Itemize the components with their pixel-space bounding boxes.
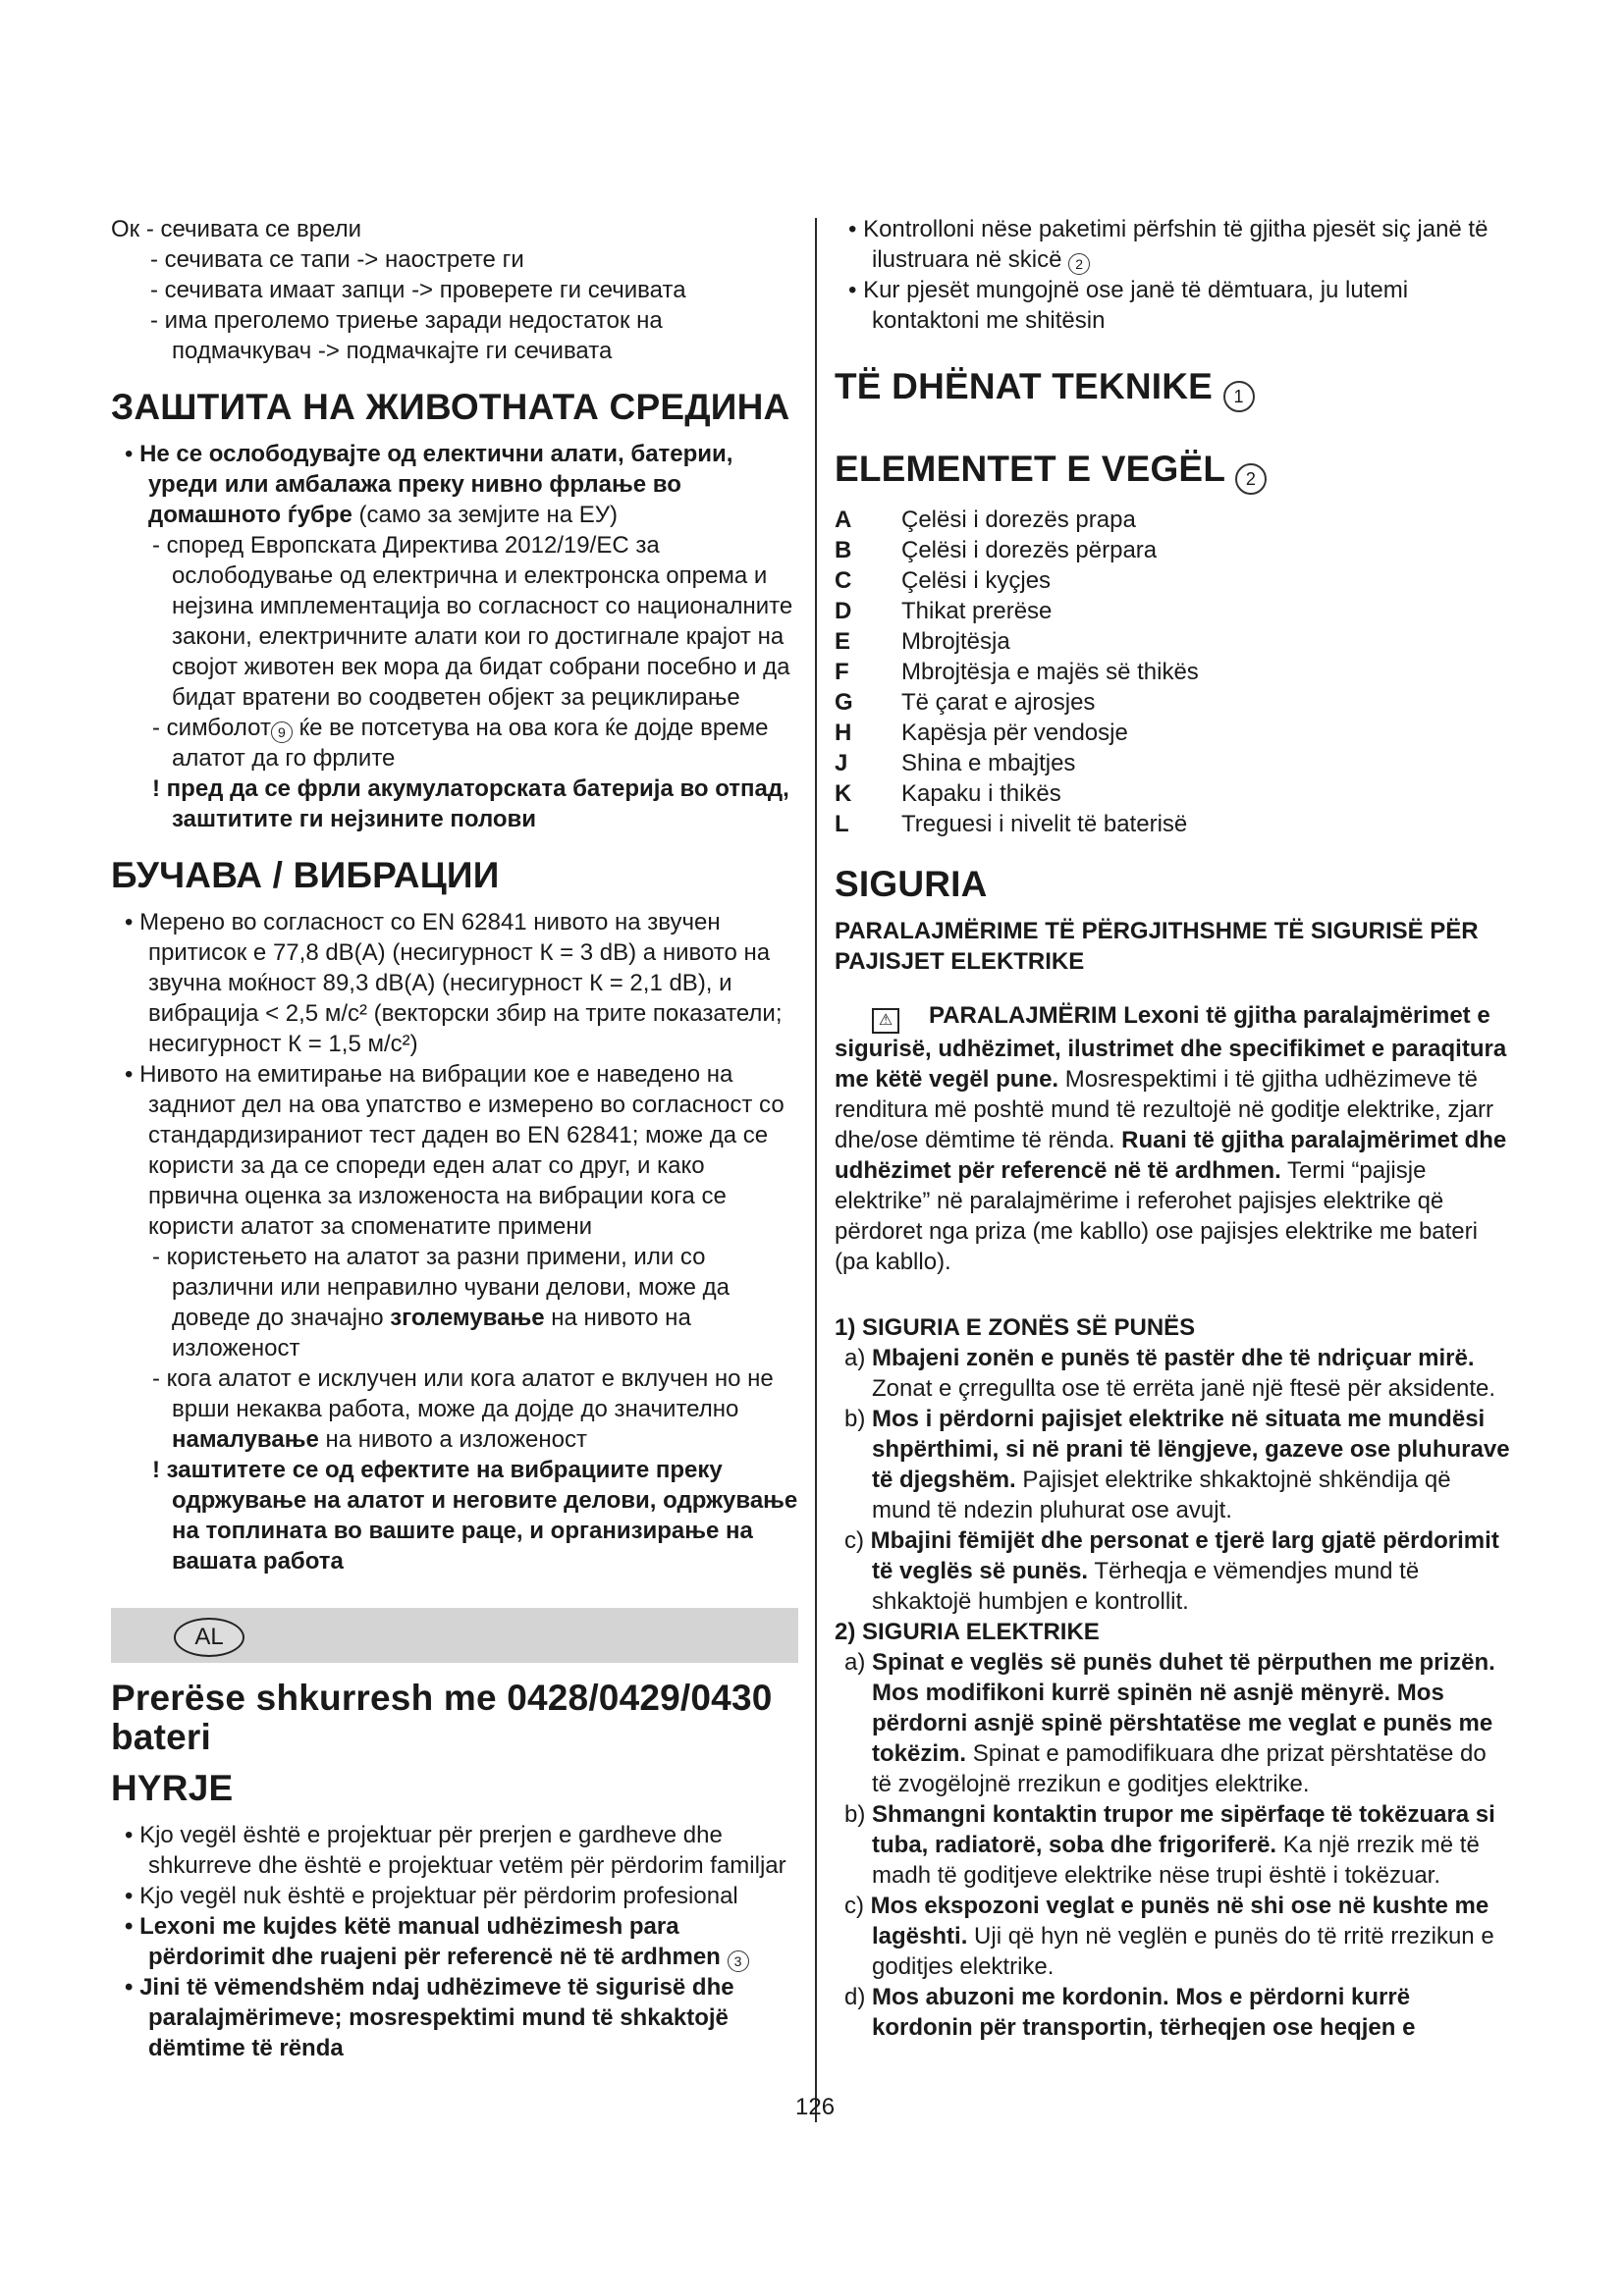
element-key: F [835,659,849,685]
elements-list [835,505,1512,839]
element-label: Shina e mbajtjes [901,750,1076,776]
env-bullet: • Не се ослободувајте од електични алати, батерии, уреди или амбалажа преку нивно фрлање во домашното ѓубре (само за земјите на ЕУ) [125,441,733,528]
env-warning: ! пред да се фрли акумулаторската батерија во отпад, заштитите ги нејзините полови [152,775,789,832]
intro-bullet: • Lexoni me kujdes këtë manual udhëzimesh para përdorimit dhe ruajeni për referencë në të ardhmen 3 [111,1911,798,1972]
figure-ref-icon: 2 [1068,253,1090,275]
product-title: Prerëse shkurresh me 0428/0429/0430 bateri [111,1678,773,1757]
top-line: - има преголемо триење заради недостаток на подмачкувач -> подмачкајте ги сечивата [150,307,663,364]
noise-bullet: • Мерено во согласност со EN 62841 нивото на звучен притисок е 77,8 dB(A) (несигурност К = 3 dB) а нивото на звучна моќност 89,3 dB(A) (несигурност К = 2,1 dB), и вибрација < 2,5 м/с² (векторски збир на трите показатели; несигурност К = 1,5 м/с²) [125,909,783,1057]
noise-heading: БУЧАВА / ВИБРАЦИИ [111,855,500,895]
element-label: Çelësi i kyçjes [901,567,1052,594]
noise-sub1: - користењето на алатот за разни примени, или со различни или неправилно чувани делови, може да доведе до значајно зголемување на нивото на изложеност [152,1244,730,1362]
noise-sub2: - кога алатот е исклучен или кога алатот е вклучен но не врши некаква работа, може да дојде до значително намалување на нивото а изложеност [152,1365,774,1453]
intro-bullet: • Kjo vegël nuk është e projektuar për përdorim profesional [125,1883,738,1909]
package-bullet: • Kur pjesët mungojnë ose janë të dëmtuara, ju lutemi kontaktoni me shitësin [848,277,1409,334]
warning-triangle-icon: ⚠ [872,1008,899,1034]
element-label: Të çarat e ajrosjes [901,689,1096,716]
rule-item: c) Mbajini fëmijët dhe personat e tjerë larg gjatë përdorimit të veglës së punës. Tërheqja e vëmendjes mund të shkaktojë humbjen e kontrollit. [844,1527,1499,1615]
element-key: A [835,507,852,533]
element-label: Çelësi i dorezës prapa [901,507,1136,533]
intro-bullet: • Jini të vëmendshëm ndaj udhëzimeve të sigurisë dhe paralajmërimeve; mosrespektimi mund të shkaktojë dëmtime të rënda [125,1974,734,2061]
rule-item: d) Mos abuzoni me kordonin. Mos e përdorni kurrë kordonin për transportin, tërheqjen ose heqjen e [844,1984,1416,2041]
page-number: 126 [795,2094,836,2120]
section-electrical-heading: 2) SIGURIA ELEKTRIKE [835,1619,1100,1645]
element-label: Mbrojtësja e majës së thikës [901,659,1199,685]
rule-item: b) Mos i përdorni pajisjet elektrike në situata me mundësi shpërthimi, si në prani të lëngjeve, gazeve ose pluhurave të djegshëm. Pajisjet elektrike shkaktojnë shkëndija që mund të ndezin pluhurat ose avujt. [844,1406,1510,1523]
env-heading: ЗАШТИТА НА ЖИВОТНАТА СРЕДИНА [111,387,790,427]
element-key: L [835,811,849,837]
elements-heading: ELEMENTET E VEGËL 2 [835,448,1512,495]
language-band [111,1608,798,1663]
element-key: K [835,780,852,807]
top-line: - сечивата се тапи -> наострете ги [150,246,524,273]
figure-ref-icon: 2 [1235,463,1267,495]
element-label: Thikat prerëse [901,598,1053,624]
rule-item: a) Mbajeni zonën e punës të pastër dhe të ndriçuar mirë. Zonat e çrregullta ose të errëta janë një ftesë për aksidente. [844,1345,1496,1402]
element-label: Mbrojtësja [901,628,1010,655]
element-label: Kapësja për vendosje [901,720,1128,746]
element-label: Çelësi i dorezës përpara [901,537,1158,563]
figure-ref-icon: 3 [728,1950,749,1972]
rule-item: b) Shmangni kontaktin trupor me sipërfaqe të tokëzuara si tuba, radiatorë, soba dhe frigoriferë. Ka një rrezik më të madh të goditjeve elektrike nëse trupi është i tokëzuar. [844,1801,1495,1889]
noise-bullet: • Нивото на емитирање на вибрации кое е наведено на задниот дел на ова упатство е измерено во согласност со стандардизираниот тест даден во EN 62841; може да се користи за да се спореди еден алат со друг, и како првична оценка за изложеноста на вибрации кога се користи алатот за споменатите примени [125,1061,785,1240]
element-label: Kapaku i thikës [901,780,1061,807]
top-line: - сечивата имаат запци -> проверете ги сечивата [150,277,686,303]
right-column [835,214,1512,2043]
tech-heading: TË DHËNAT TEKNIKE 1 [835,365,1512,412]
noise-warning: ! заштитете се од ефектите на вибрациите преку одржување на алатот и неговите делови, одржување на топлината во вашите раце, и организирање на вашата работа [152,1457,798,1575]
safety-subheading: PARALAJMËRIME TË PËRGJITHSHME TË SIGURISË PËR PAJISJET ELEKTRIKE [835,918,1479,975]
element-key: D [835,598,852,624]
language-badge: AL [174,1618,244,1657]
element-key: G [835,689,853,716]
element-label: Treguesi i nivelit të baterisë [901,811,1188,837]
intro-bullet: • Kjo vegël është e projektuar për prerjen e gardheve dhe shkurreve dhe është e projektuar vetëm për përdorim familjar [125,1822,786,1879]
env-sub2: - симболот 9 ќе ве потсетува на ова кога ќе дојде време алатот да го фрлите [152,715,769,772]
rule-item: c) Mos ekspozoni veglat e punës në shi ose në kushte me lagështi. Uji që hyn në veglën e punës do të rritë rrezikun e goditjes elektrike. [844,1893,1494,1980]
element-key: B [835,537,852,563]
safety-heading: SIGURIA [835,864,988,904]
intro-heading: HYRJE [111,1768,234,1808]
column-divider [815,218,817,2122]
warning-paragraph: ⚠ PARALAJMËRIM Lexoni të gjitha paralajmërimet e sigurisë, udhëzimet, ilustrimet dhe specifikimet e paraqitura me këtë vegël pune. Mosrespektimi i të gjitha udhëzimeve të renditura më poshtë mund të rezultojë në goditje elektrike, zjarr dhe/ose dëmtime të rënda. Ruani të gjitha paralajmërimet dhe udhëzimet për referencë në të ardhmen. Termi “pajisje elektrike” në paralajmërime i referohet pajisjes elektrike që përdoret nga priza (me kabllo) ose pajisjes elektrike me bateri (pa kabllo). [835,1002,1507,1275]
element-key: J [835,750,848,776]
package-bullet: • Kontrolloni nëse paketimi përfshin të gjitha pjesët siç janë të ilustruara në skicë 2 [848,216,1489,273]
element-key: E [835,628,851,655]
env-sub1: - според Европската Директива 2012/19/ЕС за ослободување од електрична и електронска опрема и нејзина имплементација во согласност со националните закони, електричните алати кои го достигнале крајот на својот животен век мора да бидат собрани посебно и да бидат вратени во соодветен објект за рециклирање [152,532,793,711]
element-key: C [835,567,852,594]
section-work-area-heading: 1) SIGURIA E ZONËS SË PUNËS [835,1314,1196,1341]
rule-item: a) Spinat e veglës së punës duhet të përputhen me prizën. Mos modifikoni kurrë spinën në asnjë mënyrë. Mos përdorni asnjë spinë përshtatëse me veglat e punës me tokëzim. Spinat e pamodifikuara dhe prizat përshtatëse do të zvogëlojnë rrezikun e goditjes elektrike. [844,1649,1495,1797]
element-key: H [835,720,852,746]
left-column [111,214,798,2063]
figure-ref-icon: 1 [1223,381,1255,412]
symbol-ref-icon: 9 [271,721,293,743]
top-line: Ок - сечивата се врели [111,216,362,242]
